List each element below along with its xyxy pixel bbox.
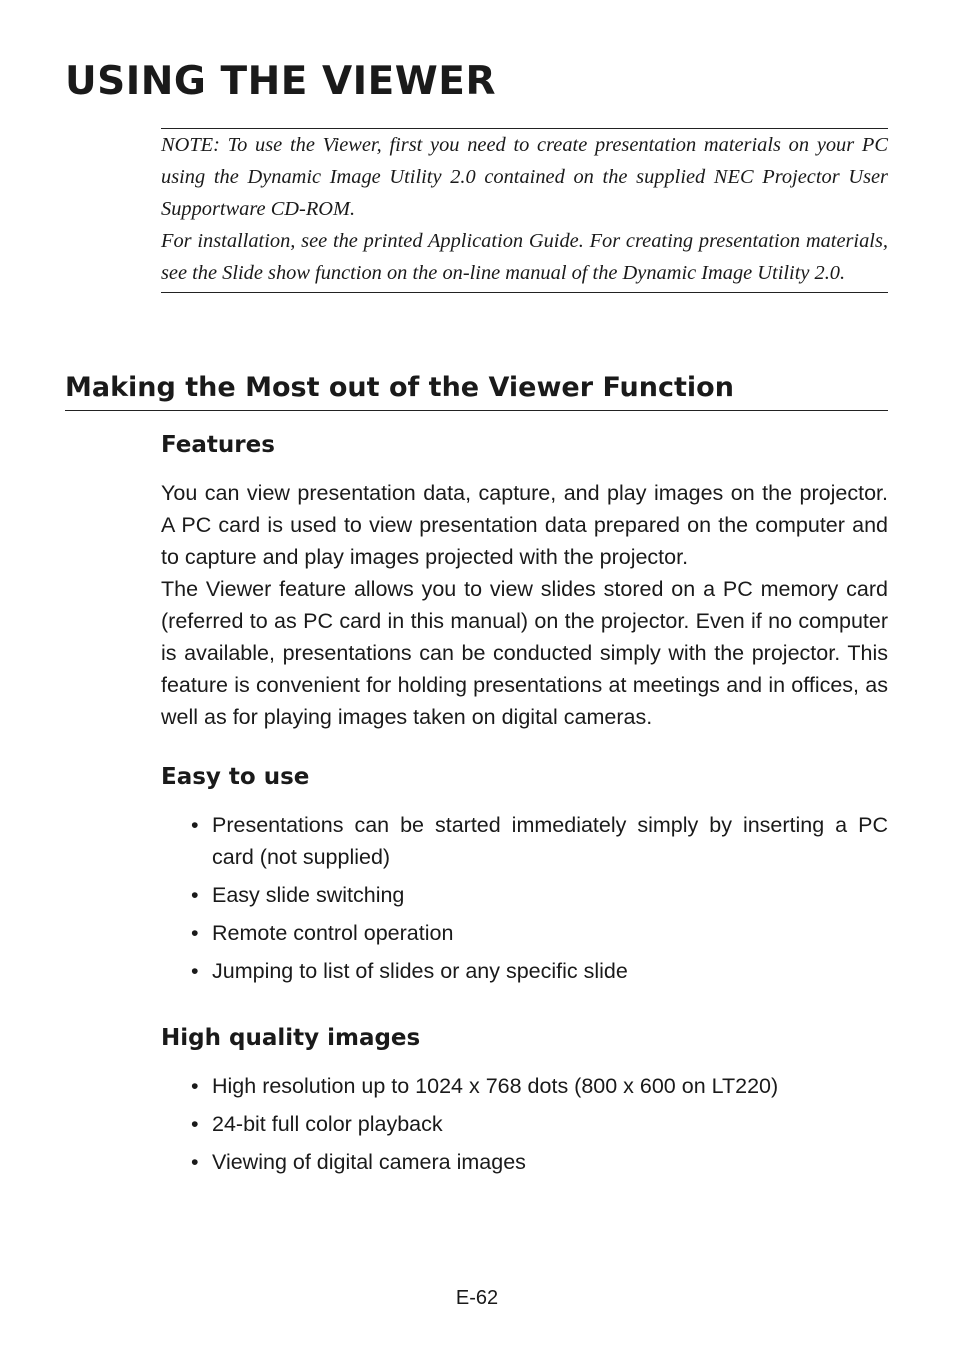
section-heading: Making the Most out of the Viewer Function [65, 370, 888, 411]
features-section [161, 430, 888, 733]
features-heading: Features [161, 432, 275, 458]
features-paragraph: You can view presentation data, capture, and play images on the projector. A PC card is used to view presentation data prepared on the computer and to capture and play images projected with the projector. [161, 481, 888, 569]
list-item-text: Presentations can be started immediately simply by inserting a PC card (not supplied) [212, 813, 888, 869]
list-item [161, 809, 888, 873]
bullet-icon: • [191, 921, 199, 945]
note-box [161, 128, 888, 293]
list-item-text: Viewing of digital camera images [212, 1150, 526, 1174]
high-quality-list [161, 1070, 888, 1178]
list-item [161, 1070, 888, 1102]
list-item-text: 24-bit full color playback [212, 1112, 443, 1136]
bullet-icon: • [191, 1074, 199, 1098]
bullet-icon: • [191, 959, 199, 983]
list-item [161, 955, 888, 987]
bullet-icon: • [191, 883, 199, 907]
high-quality-heading: High quality images [161, 1025, 421, 1051]
easy-to-use-list [161, 809, 888, 987]
list-item-text: Jumping to list of slides or any specific slide [212, 959, 628, 983]
easy-to-use-heading: Easy to use [161, 764, 310, 790]
note-paragraph: NOTE: To use the Viewer, first you need to create presentation materials on your PC using the Dynamic Image Utility 2.0 contained on the supplied NEC Projector User Supportware CD-ROM. [161, 134, 888, 220]
list-item-text: Easy slide switching [212, 883, 405, 907]
page-title: USING THE VIEWER [65, 59, 496, 104]
bullet-icon: • [191, 1112, 199, 1136]
high-quality-section [161, 1023, 888, 1184]
easy-to-use-section [161, 762, 888, 993]
list-item [161, 1108, 888, 1140]
list-item-text: High resolution up to 1024 x 768 dots (800 x 600 on LT220) [212, 1074, 779, 1098]
bullet-icon: • [191, 1150, 199, 1174]
list-item [161, 1146, 888, 1178]
note-paragraph: For installation, see the printed Application Guide. For creating presentation materials, see the Slide show function on the on-line manual of the Dynamic Image Utility 2.0. [161, 230, 888, 284]
bullet-icon: • [191, 813, 199, 837]
list-item [161, 917, 888, 949]
page-number: E-62 [455, 1287, 499, 1309]
list-item-text: Remote control operation [212, 921, 454, 945]
features-paragraph: The Viewer feature allows you to view slides stored on a PC memory card (referred to as PC card in this manual) on the projector. Even if no computer is available, presentations can be conducted simply with the projector. This feature is convenient for holding presentations at meetings and in offices, as well as for playing images taken on digital cameras. [161, 577, 888, 729]
list-item [161, 879, 888, 911]
